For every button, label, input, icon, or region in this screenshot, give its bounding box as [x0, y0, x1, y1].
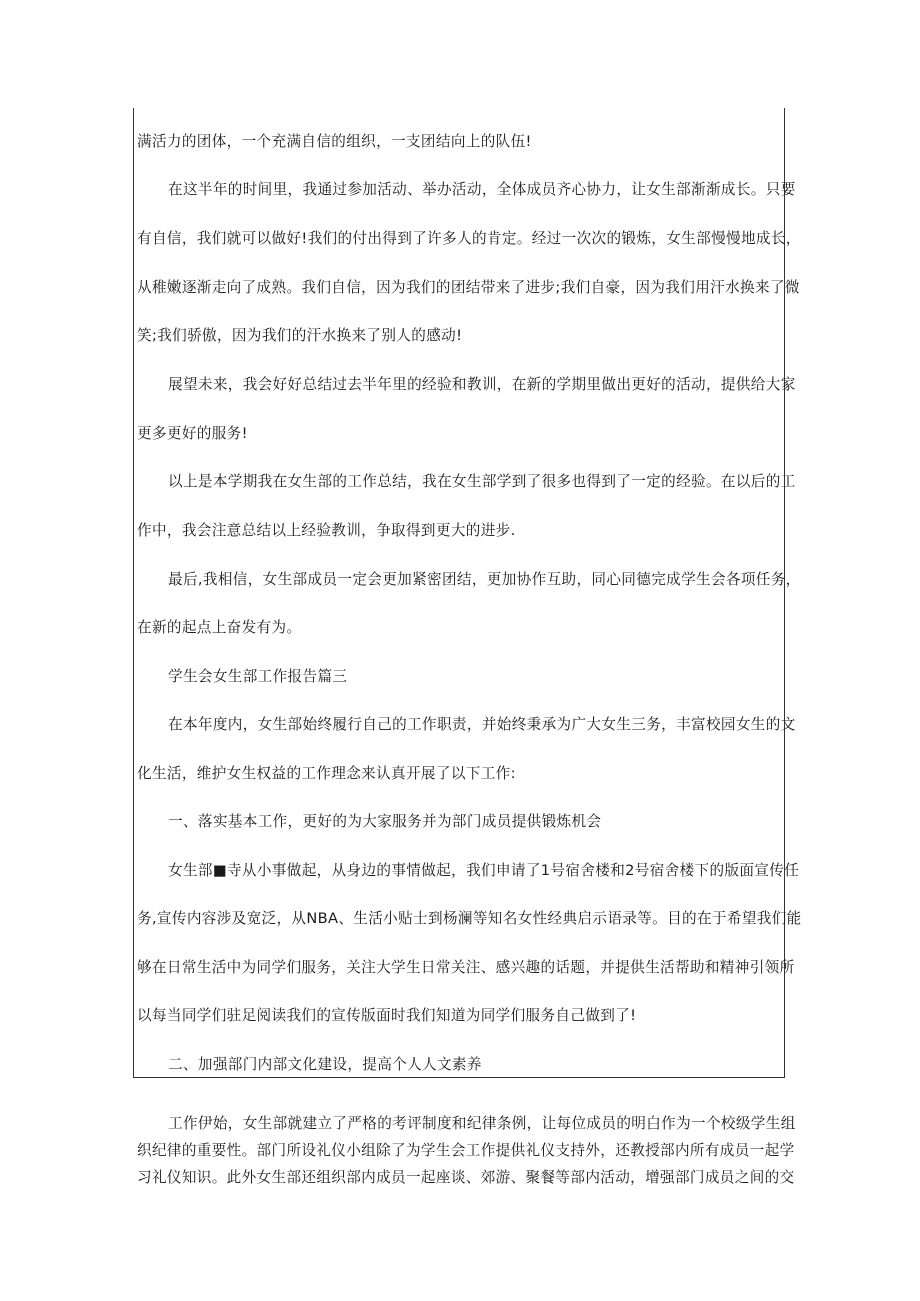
section-heading: 学生会女生部工作报告篇三 — [168, 668, 348, 685]
paragraph-line: 笑;我们骄傲，因为我们的汗水换来了别人的感动! — [137, 327, 463, 344]
paragraph-line: 够在日常生活中为同学们服务，关注大学生日常关注、感兴趣的话题，并提供生活帮助和精神引领所 — [137, 959, 795, 976]
subsection-heading: 一、落实基本工作，更好的为大家服务并为部门成员提供锻炼机会 — [168, 813, 602, 830]
paragraph-line: 在本年度内，女生部始终履行自己的工作职责，并始终秉承为广大女生三务，丰富校园女生的文 — [168, 716, 796, 733]
paragraph-line: 展望未来，我会好好总结过去半年里的经验和教训，在新的学期里做出更好的活动，提供给大家 — [168, 376, 796, 393]
paragraph-line: 最后,我相信，女生部成员一定会更加紧密团结，更加协作互助，同心同德完成学生会各项任务， — [168, 571, 801, 588]
subsection-heading: 二、加强部门内部文化建设，提高个人人文素养 — [168, 1056, 482, 1073]
paragraph-line: 从稚嫩逐渐走向了成熟。我们自信，因为我们的团结带来了进步;我们自豪，因为我们用汗水换来了微 — [137, 279, 800, 296]
paragraph-line: 满活力的团体，一个充满自信的组织，一支团结向上的队伍! — [137, 133, 532, 150]
paragraph-line: 习礼仪知识。此外女生部还组织部内成员一起座谈、郊游、聚餐等部内活动，增强部门成员之间的交 — [137, 1169, 795, 1186]
paragraph-line: 作中，我会注意总结以上经验教训，争取得到更大的进步. — [137, 522, 516, 539]
paragraph-line: 以每当同学们驻足阅读我们的宣传版面时我们知道为同学们服务自己做到了! — [137, 1007, 637, 1024]
paragraph-line: 务,宣传内容涉及宽泛，从NBA、生活小贴士到杨澜等知名女性经典启示语录等。目的在于希望我们能 — [137, 910, 802, 927]
paragraph-line: 工作伊始，女生部就建立了严格的考评制度和纪律条例，让每位成员的明白作为一个校级学生组 — [168, 1115, 796, 1132]
paragraph-line: 女生部■寺从小事做起，从身边的事情做起，我们申请了1号宿舍楼和2号宿舍楼下的版面宣传任 — [168, 862, 800, 879]
paragraph-line: 在新的起点上奋发有为。 — [137, 619, 302, 636]
paragraph-line: 有自信，我们就可以做好!我们的付出得到了许多人的肯定。经过一次次的锻炼，女生部慢慢地成长， — [137, 230, 801, 247]
bordered-text-frame — [133, 108, 785, 1078]
paragraph-line: 更多更好的服务! — [137, 425, 248, 442]
paragraph-line: 织纪律的重要性。部门所设礼仪小组除了为学生会工作提供礼仪支持外，还教授部内所有成员一起学 — [137, 1142, 795, 1159]
paragraph-line: 在这半年的时间里，我通过参加活动、举办活动，全体成员齐心协力，让女生部渐渐成长。只要 — [168, 181, 796, 198]
paragraph-line: 化生活，维护女生权益的工作理念来认真开展了以下工作: — [137, 765, 516, 782]
paragraph-line: 以上是本学期我在女生部的工作总结，我在女生部学到了很多也得到了一定的经验。在以后的工 — [168, 473, 796, 490]
